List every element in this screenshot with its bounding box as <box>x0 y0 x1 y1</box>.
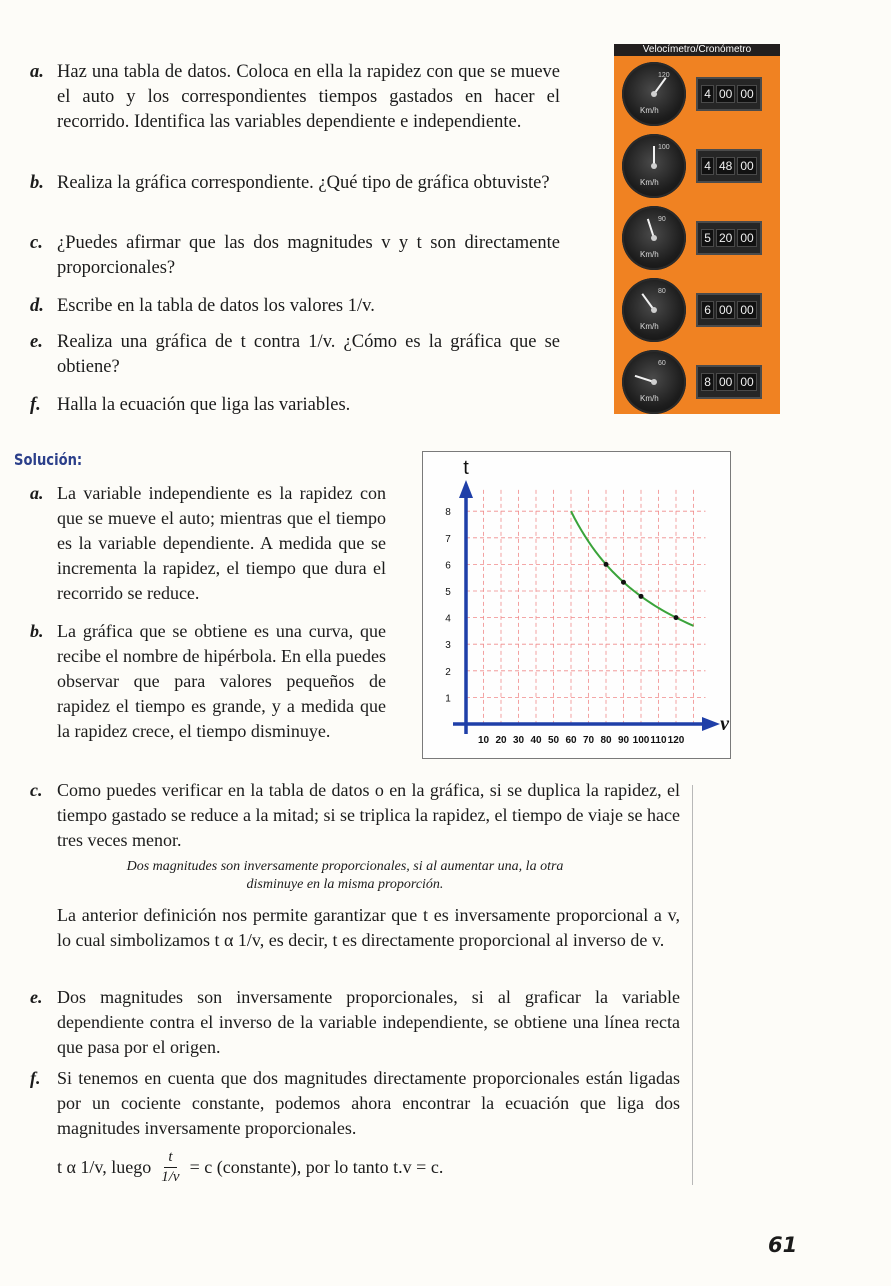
gauge-speed-label: 120 <box>658 72 670 79</box>
gauge-unit-label: Km/h <box>640 178 659 187</box>
question-text: Haz una tabla de datos. Coloca en ella la rapidez con que se mueve el auto y los correspondientes tiempos gastados en hacer el recorrido. Identifica las variables dependiente e independiente. <box>57 62 560 132</box>
solution-label: c. <box>30 780 43 800</box>
gauge-speed-label: 80 <box>658 288 666 295</box>
speedometer-panel <box>614 44 780 414</box>
speedometer-gauge <box>622 62 686 126</box>
solution-paragraph <box>30 903 680 953</box>
question-e <box>30 330 560 380</box>
chronometer-digit: 48 <box>716 157 735 175</box>
gauge-hub <box>651 91 657 97</box>
gauge-unit-label: Km/h <box>640 250 659 259</box>
solution-label: a. <box>30 483 44 503</box>
speedometer-gauge <box>622 206 686 270</box>
y-tick-label: 6 <box>445 560 451 572</box>
question-a <box>30 60 560 135</box>
question-text: Realiza una gráfica de t contra 1/v. ¿Cómo es la gráfica que se obtiene? <box>57 332 560 377</box>
chronometer-digit: 00 <box>716 373 735 391</box>
y-tick-label: 1 <box>445 693 451 705</box>
chronometer-display <box>696 221 762 255</box>
gauge-hub <box>651 307 657 313</box>
solution-item-a <box>30 481 386 606</box>
chronometer-digit: 00 <box>737 85 756 103</box>
y-tick-label: 3 <box>445 640 451 652</box>
data-point <box>674 615 679 620</box>
question-text: Halla la ecuación que liga las variables. <box>57 395 351 415</box>
y-axis-label: t <box>463 457 469 479</box>
equation-pre: t α 1/v, luego <box>57 1157 152 1177</box>
x-tick-label: 90 <box>617 735 630 746</box>
question-text: Escribe en la tabla de datos los valores 1/v. <box>57 296 375 316</box>
solution-item-b <box>30 619 386 744</box>
x-tick-label: 60 <box>565 735 577 746</box>
solution-text: Dos magnitudes son inversamente proporcionales, si al graficar la variable dependiente contra el inverso de la variable independiente, se obtiene una línea recta que pasa por el origen. <box>57 987 680 1057</box>
question-c <box>30 231 560 281</box>
equation-fraction <box>161 1148 179 1187</box>
definition-callout: Dos magnitudes son inversamente proporcionales, si al aumentar una, la otra disminuye en la misma proporción. <box>126 859 564 892</box>
question-d <box>30 294 560 319</box>
solution-text: Si tenemos en cuenta que dos magnitudes directamente proporcionales están ligadas por un cociente constante, podemos ahora encontrar la ecuación que liga dos magnitudes inversamente proporcionales. <box>57 1068 680 1138</box>
equation-post: = c (constante), por lo tanto t.v = c. <box>189 1157 444 1177</box>
x-tick-label: 50 <box>547 735 560 746</box>
gauge-hub <box>651 163 657 169</box>
solution-label: b. <box>30 621 44 641</box>
chronometer-digit: 00 <box>737 229 756 247</box>
chronometer-display <box>696 77 762 111</box>
solution-item-e <box>30 985 680 1060</box>
chronometer-digit: 00 <box>737 301 756 319</box>
question-b <box>30 171 560 196</box>
solution-title: Solución: <box>14 450 83 469</box>
fraction-numerator: t <box>164 1148 176 1168</box>
question-label: c. <box>30 233 43 253</box>
x-tick-label: 40 <box>530 735 542 746</box>
margin-rule <box>692 785 693 1185</box>
paragraph-text: La anterior definición nos permite garantizar que t es inversamente proporcional a v, lo cual simbolizamos t α 1/v, es decir, t es directamente proporcional al inverso de v. <box>57 905 680 950</box>
hyperbola-chart <box>423 452 730 758</box>
x-axis-label: v <box>720 713 729 735</box>
solution-label: f. <box>30 1068 41 1088</box>
speedometer-gauge <box>622 350 686 414</box>
x-tick-label: 20 <box>495 735 507 746</box>
data-point <box>604 562 609 567</box>
speedometer-gauge <box>622 278 686 342</box>
chronometer-digit: 00 <box>716 301 735 319</box>
x-tick-label: 120 <box>667 735 685 746</box>
gauge-speed-label: 60 <box>658 360 666 367</box>
x-tick-label: 30 <box>512 735 525 746</box>
gauge-hub <box>651 235 657 241</box>
solution-text: La gráfica que se obtiene es una curva, que recibe el nombre de hipérbola. En ella puedes observar que para valores pequeños de rapidez el tiempo es grande, y a medida que la rapidez crece, el tiempo disminuye. <box>57 621 386 741</box>
speedometer-gauge <box>622 134 686 198</box>
chronometer-display <box>696 293 762 327</box>
question-text: Realiza la gráfica correspondiente. ¿Qué tipo de gráfica obtuviste? <box>57 173 550 193</box>
question-label: e. <box>30 332 43 352</box>
y-axis-arrow <box>459 480 473 498</box>
question-f <box>30 393 560 418</box>
solution-item-f <box>30 1066 680 1141</box>
question-label: d. <box>30 296 44 316</box>
y-tick-label: 5 <box>445 587 451 598</box>
chronometer-digit: 00 <box>716 85 735 103</box>
speedometer-title: Velocímetro/Cronómetro <box>614 44 780 56</box>
chronometer-digit: 20 <box>716 229 735 247</box>
chronometer-digit: 00 <box>737 157 756 175</box>
y-tick-label: 4 <box>445 613 451 625</box>
chronometer-digit: 4 <box>701 85 714 103</box>
hyperbola-curve <box>571 511 694 626</box>
equation-line <box>57 1148 443 1187</box>
graph-frame <box>422 451 731 759</box>
x-tick-label: 110 <box>650 735 667 746</box>
x-axis-arrow <box>702 717 720 731</box>
chronometer-digit: 00 <box>737 373 756 391</box>
gauge-unit-label: Km/h <box>640 394 659 403</box>
gauge-speed-label: 90 <box>658 216 666 223</box>
chronometer-display <box>696 365 762 399</box>
gauge-speed-label: 100 <box>658 144 670 151</box>
fraction-denominator: 1/v <box>161 1169 180 1185</box>
solution-item-c <box>30 778 680 853</box>
data-point <box>621 580 626 585</box>
x-tick-label: 10 <box>477 735 490 746</box>
solution-label: e. <box>30 987 43 1007</box>
y-tick-label: 2 <box>445 666 451 678</box>
x-tick-label: 70 <box>582 735 595 746</box>
y-tick-label: 7 <box>445 533 451 545</box>
y-tick-label: 8 <box>445 507 451 519</box>
gauge-unit-label: Km/h <box>640 106 659 115</box>
solution-text: Como puedes verificar en la tabla de datos o en la gráfica, si se duplica la rapidez, el tiempo gastado se reduce a la mitad; si se triplica la rapidez, el tiempo de viaje se hace tres veces menor. <box>57 780 680 850</box>
x-tick-label: 100 <box>632 735 650 746</box>
data-point <box>639 594 644 599</box>
question-label: f. <box>30 395 41 415</box>
page-number: 61 <box>768 1233 798 1257</box>
question-label: b. <box>30 173 44 193</box>
chronometer-digit: 6 <box>701 301 714 319</box>
question-label: a. <box>30 62 44 82</box>
solution-text: La variable independiente es la rapidez con que se mueve el auto; mientras que el tiempo es la variable dependiente. A medida que se incrementa la rapidez, el tiempo que dura el recorrido se reduce. <box>57 483 386 603</box>
gauge-hub <box>651 379 657 385</box>
gauge-unit-label: Km/h <box>640 322 659 331</box>
chronometer-digit: 5 <box>701 229 714 247</box>
chronometer-display <box>696 149 762 183</box>
chronometer-digit: 4 <box>701 157 714 175</box>
question-text: ¿Puedes afirmar que las dos magnitudes v y t son directamente proporcionales? <box>57 233 560 278</box>
x-tick-label: 80 <box>600 735 612 746</box>
chronometer-digit: 8 <box>701 373 714 391</box>
